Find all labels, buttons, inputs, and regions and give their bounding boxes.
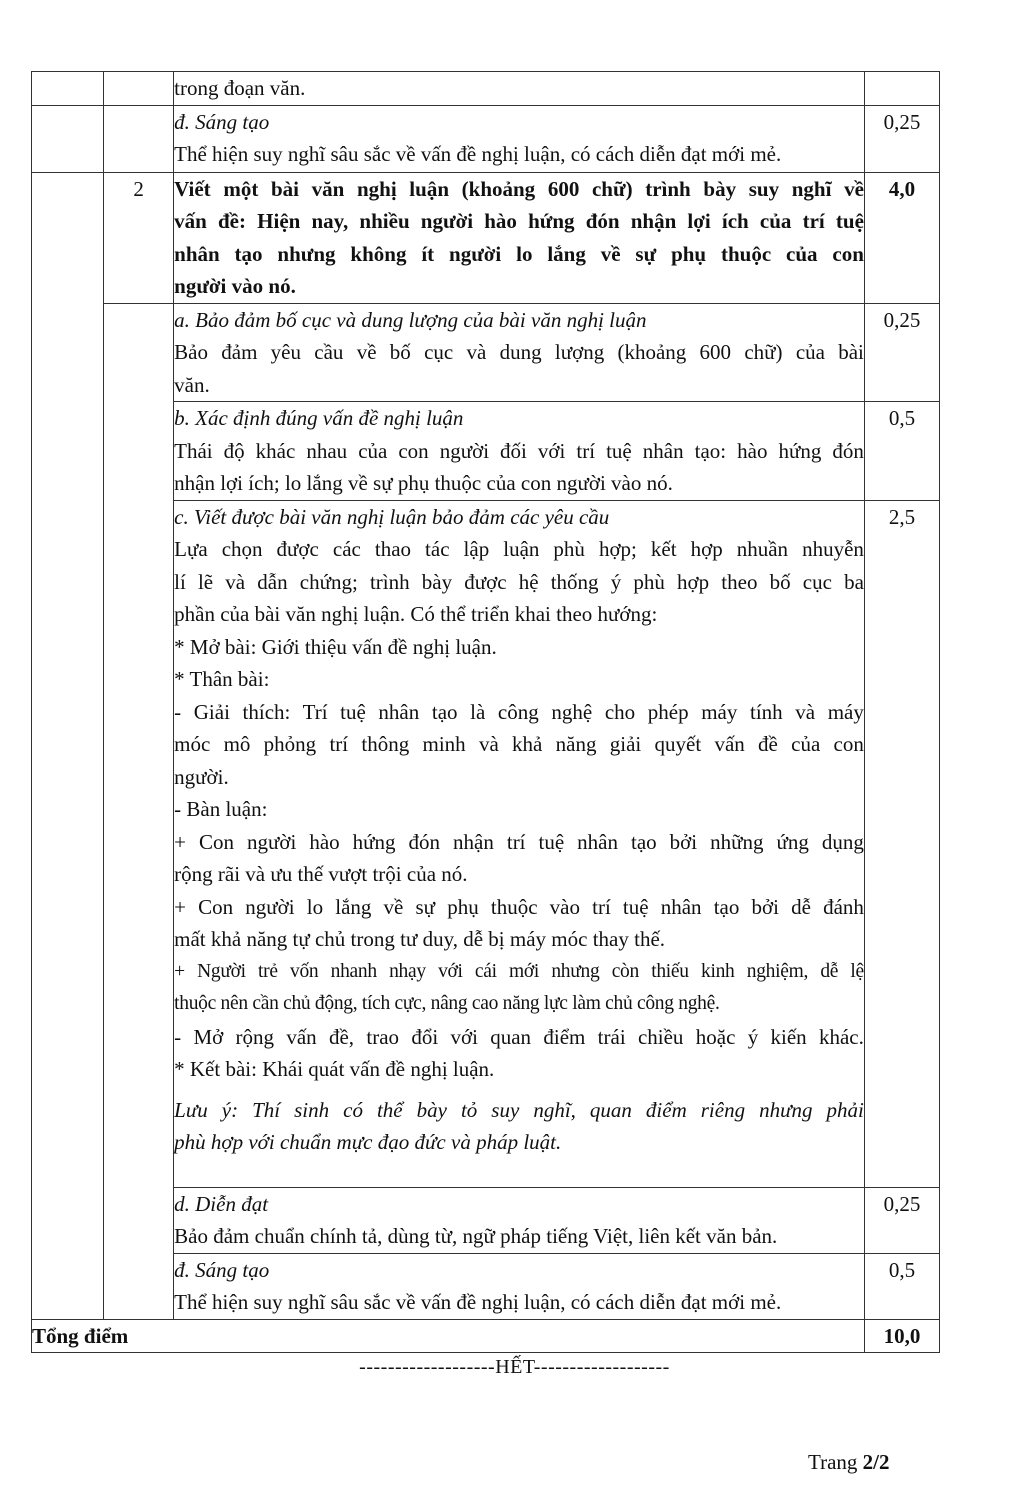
table-row	[32, 72, 940, 106]
score-cell: 0,25	[864, 1187, 939, 1253]
table-row: d. Diễn đạt Bảo đảm chuẩn chính tả, dùng từ, ngữ pháp tiếng Việt, liên kết văn bản. 0,25	[32, 1187, 940, 1253]
criterion-text: Thể hiện suy nghĩ sâu sắc về vấn đề nghị luận, có cách diễn đạt mới mẻ.	[174, 142, 782, 166]
score-cell: 0,25	[864, 303, 939, 402]
criterion-title: b. Xác định đúng vấn đề nghị luận	[174, 406, 464, 430]
note-block: Lưu ý: Thí sinh có thể bày tỏ suy nghĩ, quan điểm riêng nhưng phải phù hợp với chuẩn mực đạo đức và pháp luật.	[174, 1097, 864, 1154]
question-prompt: Viết một bài văn nghị luận (khoảng 600 chữ) trình bày suy nghĩ về vấn đề: Hiện nay, nhiều người hào hứng đón nhận lợi ích của trí tuệ nhân tạo nhưng không ít người lo lắng về sự phụ thuộc của con người vào nó.	[174, 172, 865, 303]
scoring-table	[31, 71, 940, 1353]
total-row	[32, 1319, 940, 1353]
table-row: b. Xác định đúng vấn đề nghị luận Thái độ khác nhau của con người đối với trí tuệ nhân tạo: hào hứng đón nhận lợi ích; lo lắng về sự phụ thuộc của con người vào nó. 0,5	[32, 402, 940, 501]
question-number: 2	[104, 172, 174, 303]
table-row: đ. Sáng tạo Thể hiện suy nghĩ sâu sắc về vấn đề nghị luận, có cách diễn đạt mới mẻ. 0,5	[32, 1253, 940, 1319]
total-label: Tổng điểm	[32, 1319, 865, 1353]
score-cell: 4,0	[864, 172, 939, 303]
page-label: Trang	[808, 1450, 858, 1474]
criterion-title: đ. Sáng tạo	[174, 1257, 270, 1282]
page-number: 2/2	[862, 1450, 890, 1474]
score-cell: 2,5	[864, 500, 939, 1187]
page-footer	[808, 1446, 890, 1479]
score-cell: 0,5	[864, 402, 939, 501]
end-marker: -------------------HẾT-------------------	[359, 1356, 670, 1378]
total-score: 10,0	[864, 1319, 939, 1353]
table-row	[32, 172, 940, 303]
row-prev-end-text: trong đoạn văn.	[174, 72, 865, 106]
criterion-title: c. Viết được bài văn nghị luận bảo đảm các yêu cầu	[174, 504, 610, 529]
criterion-title: d. Diễn đạt	[174, 1191, 269, 1216]
criterion-title: đ. Sáng tạo	[174, 109, 270, 134]
table-row: a. Bảo đảm bố cục và dung lượng của bài văn nghị luận Bảo đảm yêu cầu về bố cục và dung lượng (khoảng 600 chữ) của bài văn. 0,25	[32, 303, 940, 402]
score-cell: 0,25	[864, 105, 939, 172]
table-row	[32, 105, 940, 172]
score-cell: 0,5	[864, 1253, 939, 1319]
criterion-title: a. Bảo đảm bố cục và dung lượng của bài văn nghị luận	[174, 307, 647, 332]
table-row: c. Viết được bài văn nghị luận bảo đảm các yêu cầu Lựa chọn được các thao tác lập luận phù hợp; kết hợp nhuần nhuyễn lí lẽ và dẫn chứng; trình bày được hệ thống ý phù hợp theo bố cục ba phần của bài văn nghị luận. Có thể triển khai theo hướng: * Mở bài: Giới thiệu vấn đề nghị luận. * Thân bài: - Giải thích: Trí tuệ nhân tạo là công nghệ cho phép máy tính và máy móc mô phỏng trí thông minh và khả năng giải quyết vấn đề của con người. - Bàn luận: + Con người hào hứng đón nhận trí tuệ nhân tạo bởi những ứng dụng rộng rãi và ưu thế vượt trội của nó. + Con người lo lắng về sự phụ thuộc vào trí tuệ nhân tạo bởi dễ đánh mất khả năng tự chủ trong tư duy, dễ bị máy móc thay thế. + Người trẻ vốn nhanh nhạy với cái mới nhưng còn thiếu kinh nghiệm, dễ lệ thuộc nên cần chủ động, tích cực, nâng cao năng lực làm chủ công nghệ. - Mở rộng vấn đề, trao đổi với quan điểm trái chiều hoặc ý kiến khác. * Kết bài: Khái quát vấn đề nghị luận. Lưu ý: Thí sinh có thể bày tỏ suy nghĩ, quan điểm riêng nhưng phải phù hợp với chuẩn mực đạo đức và pháp luật. 2,5	[32, 500, 940, 1187]
